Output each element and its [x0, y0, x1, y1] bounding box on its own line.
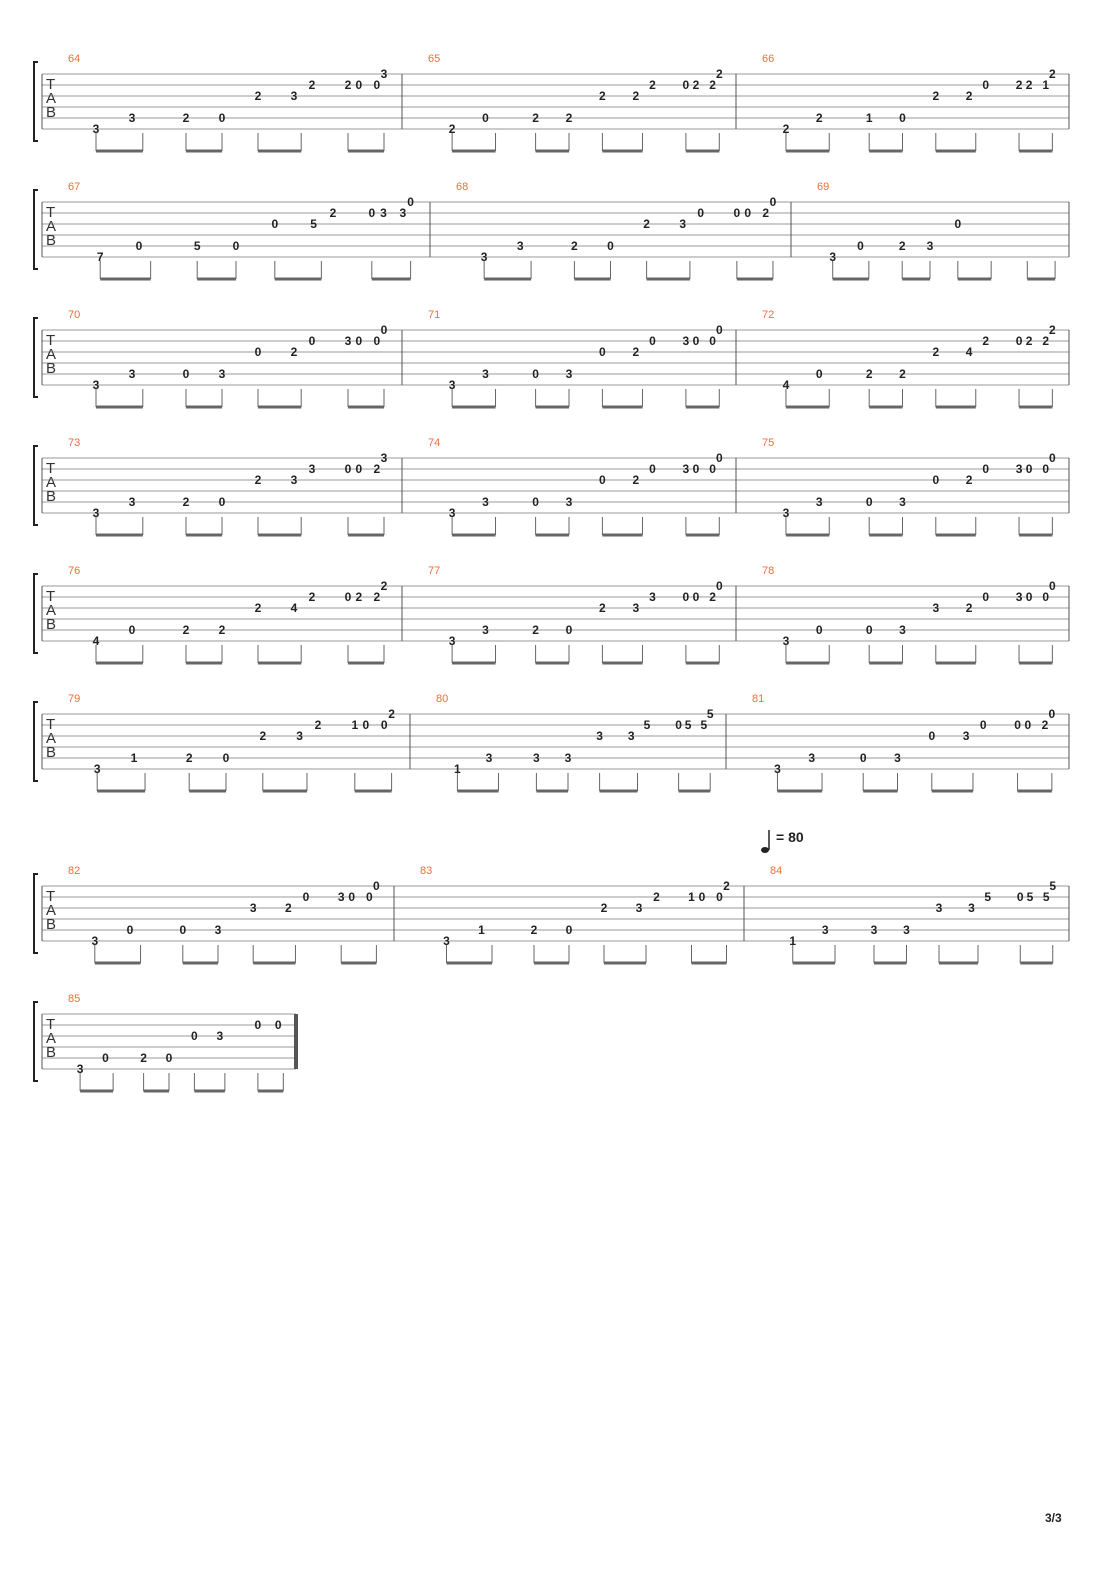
fret-number: 2: [965, 601, 973, 615]
fret-number: 3: [92, 378, 100, 392]
fret-number: 0: [815, 623, 823, 637]
fret-number: 1: [454, 762, 461, 776]
fret-number: 3: [92, 122, 100, 136]
fret-number: 2: [709, 590, 716, 604]
bar-number: 67: [68, 181, 81, 193]
bar-number: 70: [68, 309, 81, 321]
fret-number: 0: [128, 623, 136, 637]
fret-number: 0: [709, 334, 716, 348]
fret-number: 0: [982, 590, 990, 604]
fret-number: 5: [700, 718, 708, 732]
fret-number: 0: [1049, 451, 1056, 465]
fret-number: 3: [485, 751, 493, 765]
fret-number: 2: [715, 67, 723, 81]
fret-number: 3: [482, 623, 489, 637]
fret-number: 0: [715, 451, 723, 465]
fret-number: 3: [962, 729, 970, 743]
fret-number: 3: [399, 206, 407, 220]
fret-number: 5: [643, 718, 651, 732]
fret-number: 0: [1048, 707, 1056, 721]
fret-number: 3: [899, 623, 906, 637]
fret-number: 3: [649, 590, 656, 604]
tab-clef-letter: A: [46, 730, 57, 747]
fret-number: 2: [1025, 78, 1033, 92]
fret-number: 0: [715, 579, 723, 593]
fret-number: 3: [682, 334, 690, 348]
fret-number: 3: [870, 923, 878, 937]
fret-number: 2: [643, 217, 650, 231]
fret-number: 4: [290, 601, 298, 615]
tempo-value: = 80: [776, 829, 804, 845]
page-number: 3/3: [1045, 1511, 1062, 1525]
fret-number: 3: [564, 751, 572, 765]
fret-number: 0: [271, 217, 279, 231]
tab-clef-letter: T: [46, 204, 56, 221]
fret-number: 0: [218, 111, 226, 125]
fret-number: 0: [599, 473, 606, 487]
fret-number: 2: [532, 111, 539, 125]
tab-clef-letter: A: [46, 1030, 57, 1047]
tab-clef-letter: T: [46, 1016, 56, 1033]
fret-number: 0: [649, 334, 656, 348]
tab-system: [34, 693, 1069, 791]
tab-system: [34, 565, 1069, 663]
fret-number: 0: [482, 111, 489, 125]
fret-number: 0: [380, 718, 388, 732]
fret-number: 2: [285, 901, 292, 915]
fret-number: 2: [982, 334, 990, 348]
fret-number: 0: [218, 495, 226, 509]
fret-number: 0: [682, 590, 690, 604]
bar-number: 77: [428, 565, 441, 577]
bar-number: 85: [68, 993, 81, 1005]
fret-number: 4: [965, 345, 973, 359]
fret-number: 5: [1042, 890, 1050, 904]
fret-number: 3: [214, 923, 222, 937]
fret-number: 3: [448, 506, 456, 520]
fret-number: 3: [903, 923, 910, 937]
fret-number: 0: [222, 751, 230, 765]
tab-clef-letter: T: [46, 716, 56, 733]
fret-number: 2: [1015, 78, 1023, 92]
fret-number: 2: [380, 579, 388, 593]
fret-number: 3: [91, 934, 99, 948]
tempo-marking: [761, 829, 804, 853]
fret-number: 0: [682, 78, 690, 92]
fret-number: 0: [733, 206, 741, 220]
fret-number: 0: [1025, 462, 1033, 476]
fret-number: 2: [182, 111, 190, 125]
fret-number: 3: [968, 901, 975, 915]
tab-system: [34, 53, 1069, 151]
fret-number: 2: [1042, 334, 1050, 348]
fret-number: 3: [480, 250, 488, 264]
fret-number: 0: [355, 78, 363, 92]
fret-number: 2: [329, 206, 337, 220]
system-bracket: [34, 574, 38, 653]
fret-number: 0: [744, 206, 752, 220]
fret-number: 0: [675, 718, 682, 732]
fret-number: 2: [632, 89, 640, 103]
bar-number: 76: [68, 565, 81, 577]
fret-number: 3: [632, 601, 640, 615]
fret-number: 0: [135, 239, 143, 253]
fret-number: 0: [348, 890, 356, 904]
fret-number: 5: [706, 707, 714, 721]
fret-number: 2: [565, 111, 573, 125]
fret-number: 3: [516, 239, 524, 253]
fret-number: 3: [627, 729, 635, 743]
fret-number: 7: [96, 250, 104, 264]
fret-number: 5: [1049, 879, 1057, 893]
fret-number: 0: [692, 334, 700, 348]
tab-clef-letter: T: [46, 460, 56, 477]
fret-number: 0: [715, 323, 723, 337]
tab-system: [34, 437, 1069, 535]
fret-number: 2: [254, 601, 262, 615]
fret-number: 3: [128, 367, 136, 381]
tab-system: [34, 865, 1069, 963]
bar-number: 81: [752, 693, 765, 705]
fret-number: 2: [898, 239, 906, 253]
fret-number: 3: [380, 67, 388, 81]
fret-number: 0: [954, 217, 962, 231]
fret-number: 0: [344, 590, 352, 604]
fret-number: 0: [899, 111, 906, 125]
fret-number: 3: [926, 239, 934, 253]
fret-number: 3: [899, 495, 906, 509]
system-bracket: [34, 62, 38, 141]
fret-number: 0: [1025, 590, 1033, 604]
fret-number: 3: [821, 923, 829, 937]
fret-number: 2: [723, 879, 730, 893]
fret-number: 2: [815, 111, 823, 125]
fret-number: 0: [182, 367, 190, 381]
tab-clef-letter: B: [46, 360, 57, 377]
fret-number: 0: [380, 323, 388, 337]
fret-number: 0: [368, 206, 376, 220]
fret-number: 0: [302, 890, 310, 904]
fret-number: 2: [218, 623, 226, 637]
fret-number: 0: [355, 462, 363, 476]
tab-clef-letter: T: [46, 888, 56, 905]
fret-number: 3: [296, 729, 303, 743]
system-bracket: [34, 1002, 38, 1081]
fret-number: 0: [373, 334, 381, 348]
fret-number: 3: [308, 462, 316, 476]
fret-number: 0: [254, 345, 262, 359]
fret-number: 5: [193, 239, 201, 253]
fret-number: 2: [571, 239, 578, 253]
fret-number: 4: [782, 378, 790, 392]
fret-number: 2: [932, 89, 940, 103]
fret-number: 2: [965, 89, 973, 103]
fret-number: 0: [815, 367, 823, 381]
tab-clef-letter: B: [46, 916, 57, 933]
fret-number: 5: [684, 718, 692, 732]
fret-number: 1: [478, 923, 485, 937]
fret-number: 0: [1042, 462, 1050, 476]
fret-number: 0: [532, 495, 539, 509]
fret-number: 0: [407, 195, 414, 209]
fret-number: 3: [894, 751, 901, 765]
fret-number: 2: [182, 495, 190, 509]
quarter-note-icon: [761, 847, 769, 853]
fret-number: 3: [1015, 462, 1023, 476]
fret-number: 2: [600, 901, 608, 915]
fret-number: 0: [932, 473, 940, 487]
fret-number: 0: [697, 206, 705, 220]
fret-number: 4: [92, 634, 100, 648]
tab-clef-letter: B: [46, 616, 57, 633]
fret-number: 0: [709, 462, 716, 476]
fret-number: 0: [692, 462, 700, 476]
fret-number: 0: [716, 890, 723, 904]
fret-number: 2: [632, 473, 640, 487]
fret-number: 3: [92, 506, 100, 520]
tab-clef-letter: B: [46, 744, 57, 761]
fret-number: 3: [128, 111, 136, 125]
fret-number: 2: [599, 89, 606, 103]
tab-clef-letter: B: [46, 1044, 57, 1061]
fret-number: 3: [448, 634, 456, 648]
fret-number: 2: [692, 78, 700, 92]
fret-number: 0: [692, 590, 700, 604]
fret-number: 0: [308, 334, 316, 348]
fret-number: 3: [935, 901, 943, 915]
tab-clef-letter: T: [46, 588, 56, 605]
bar-number: 83: [420, 865, 433, 877]
fret-number: 3: [93, 762, 101, 776]
fret-number: 0: [373, 879, 380, 893]
fret-number: 0: [857, 239, 864, 253]
fret-number: 3: [829, 250, 837, 264]
fret-number: 0: [1042, 590, 1050, 604]
fret-number: 0: [649, 462, 656, 476]
fret-number: 1: [688, 890, 695, 904]
fret-number: 2: [1041, 718, 1049, 732]
fret-number: 0: [232, 239, 240, 253]
tab-clef-letter: A: [46, 474, 57, 491]
tab-clef-letter: T: [46, 76, 56, 93]
bar-number: 82: [68, 865, 81, 877]
system-bracket: [34, 446, 38, 525]
fret-number: 0: [979, 718, 987, 732]
fret-number: 2: [649, 78, 656, 92]
tab-clef-letter: A: [46, 90, 57, 107]
fret-number: 0: [1014, 718, 1021, 732]
tab-clef-letter: B: [46, 488, 57, 505]
fret-number: 1: [130, 751, 138, 765]
tab-clef-letter: T: [46, 332, 56, 349]
fret-number: 1: [351, 718, 359, 732]
bar-number: 78: [762, 565, 775, 577]
fret-number: 3: [482, 495, 489, 509]
fret-number: 0: [599, 345, 606, 359]
fret-number: 3: [76, 1062, 84, 1076]
fret-number: 0: [373, 78, 381, 92]
fret-number: 2: [782, 122, 790, 136]
fret-number: 2: [254, 473, 262, 487]
fret-number: 3: [482, 367, 489, 381]
fret-number: 2: [259, 729, 267, 743]
fret-number: 2: [140, 1051, 147, 1065]
fret-number: 3: [218, 367, 226, 381]
fret-number: 3: [216, 1029, 224, 1043]
fret-number: 2: [653, 890, 660, 904]
fret-number: 2: [448, 122, 456, 136]
fret-number: 0: [274, 1018, 282, 1032]
fret-number: 5: [1026, 890, 1034, 904]
fret-number: 5: [310, 217, 317, 231]
fret-number: 0: [1015, 334, 1023, 348]
tab-clef-letter: A: [46, 602, 57, 619]
fret-number: 2: [355, 590, 363, 604]
fret-number: 0: [355, 334, 363, 348]
fret-number: 2: [308, 590, 316, 604]
fret-number: 3: [565, 367, 573, 381]
fret-number: 3: [932, 601, 940, 615]
fret-number: 2: [182, 623, 190, 637]
fret-number: 0: [865, 495, 873, 509]
tab-system: [34, 181, 1069, 279]
fret-number: 1: [789, 934, 797, 948]
fret-number: 2: [762, 206, 770, 220]
fret-number: 3: [344, 334, 352, 348]
bar-number: 75: [762, 437, 775, 449]
fret-number: 0: [565, 623, 573, 637]
fret-number: 3: [782, 634, 790, 648]
fret-number: 5: [984, 890, 992, 904]
fret-number: 3: [774, 762, 781, 776]
bar-number: 72: [762, 309, 775, 321]
fret-number: 0: [982, 78, 990, 92]
fret-number: 2: [290, 345, 298, 359]
fret-number: 0: [179, 923, 187, 937]
fret-number: 2: [530, 923, 538, 937]
bar-number: 79: [68, 693, 81, 705]
fret-number: 3: [782, 506, 790, 520]
fret-number: 3: [128, 495, 136, 509]
bar-number: 74: [428, 437, 441, 449]
fret-number: 3: [337, 890, 345, 904]
bar-number: 69: [817, 181, 830, 193]
fret-number: 3: [448, 378, 456, 392]
fret-number: 0: [102, 1051, 109, 1065]
fret-number: 0: [1049, 579, 1056, 593]
fret-number: 0: [982, 462, 990, 476]
fret-number: 0: [532, 367, 539, 381]
fret-number: 2: [932, 345, 940, 359]
fret-number: 0: [769, 195, 777, 209]
fret-number: 0: [362, 718, 370, 732]
fret-number: 1: [1042, 78, 1050, 92]
fret-number: 3: [443, 934, 450, 948]
fret-number: 0: [366, 890, 373, 904]
fret-number: 0: [344, 462, 352, 476]
fret-number: 1: [865, 111, 873, 125]
fret-number: 2: [965, 473, 973, 487]
bar-number: 73: [68, 437, 81, 449]
bar-number: 84: [770, 865, 783, 877]
fret-number: 3: [1015, 590, 1023, 604]
fret-number: 2: [185, 751, 193, 765]
fret-number: 2: [599, 601, 606, 615]
tab-clef-letter: B: [46, 232, 57, 249]
fret-number: 0: [928, 729, 936, 743]
tab-clef-letter: A: [46, 346, 57, 363]
fret-number: 3: [290, 473, 298, 487]
fret-number: 3: [249, 901, 257, 915]
fret-number: 0: [126, 923, 134, 937]
fret-number: 2: [373, 590, 381, 604]
fret-number: 0: [859, 751, 867, 765]
fret-number: 2: [632, 345, 640, 359]
system-bracket: [34, 702, 38, 781]
fret-number: 2: [254, 89, 262, 103]
fret-number: 2: [865, 367, 873, 381]
fret-number: 0: [165, 1051, 173, 1065]
fret-number: 2: [373, 462, 381, 476]
fret-number: 2: [899, 367, 906, 381]
fret-number: 2: [1025, 334, 1033, 348]
fret-number: 3: [290, 89, 298, 103]
fret-number: 2: [344, 78, 352, 92]
tab-clef-letter: A: [46, 218, 57, 235]
fret-number: 3: [679, 217, 687, 231]
fret-number: 3: [596, 729, 603, 743]
system-bracket: [34, 874, 38, 953]
fret-number: 2: [308, 78, 316, 92]
fret-number: 3: [380, 206, 387, 220]
fret-number: 3: [682, 462, 690, 476]
bar-number: 68: [456, 181, 469, 193]
fret-number: 0: [1016, 890, 1024, 904]
fret-number: 0: [1024, 718, 1032, 732]
tab-system: [34, 309, 1069, 407]
system-bracket: [34, 190, 38, 269]
bar-number: 65: [428, 53, 441, 65]
fret-number: 2: [1049, 67, 1056, 81]
bar-number: 71: [428, 309, 441, 321]
tab-clef-letter: A: [46, 902, 57, 919]
bar-number: 66: [762, 53, 775, 65]
fret-number: 3: [815, 495, 823, 509]
tab-clef-letter: B: [46, 104, 57, 121]
fret-number: 0: [698, 890, 706, 904]
bar-number: 80: [436, 693, 449, 705]
fret-number: 3: [635, 901, 643, 915]
bar-number: 64: [68, 53, 81, 65]
fret-number: 2: [709, 78, 716, 92]
fret-number: 3: [380, 451, 388, 465]
fret-number: 3: [565, 495, 573, 509]
fret-number: 3: [533, 751, 540, 765]
fret-number: 0: [865, 623, 873, 637]
fret-number: 3: [808, 751, 816, 765]
fret-number: 0: [254, 1018, 262, 1032]
fret-number: 0: [565, 923, 573, 937]
fret-number: 2: [388, 707, 395, 721]
fret-number: 2: [314, 718, 322, 732]
fret-number: 2: [1049, 323, 1056, 337]
system-bracket: [34, 318, 38, 397]
fret-number: 0: [607, 239, 614, 253]
tab-system: [34, 993, 296, 1091]
fret-number: 2: [532, 623, 539, 637]
fret-number: 0: [191, 1029, 198, 1043]
